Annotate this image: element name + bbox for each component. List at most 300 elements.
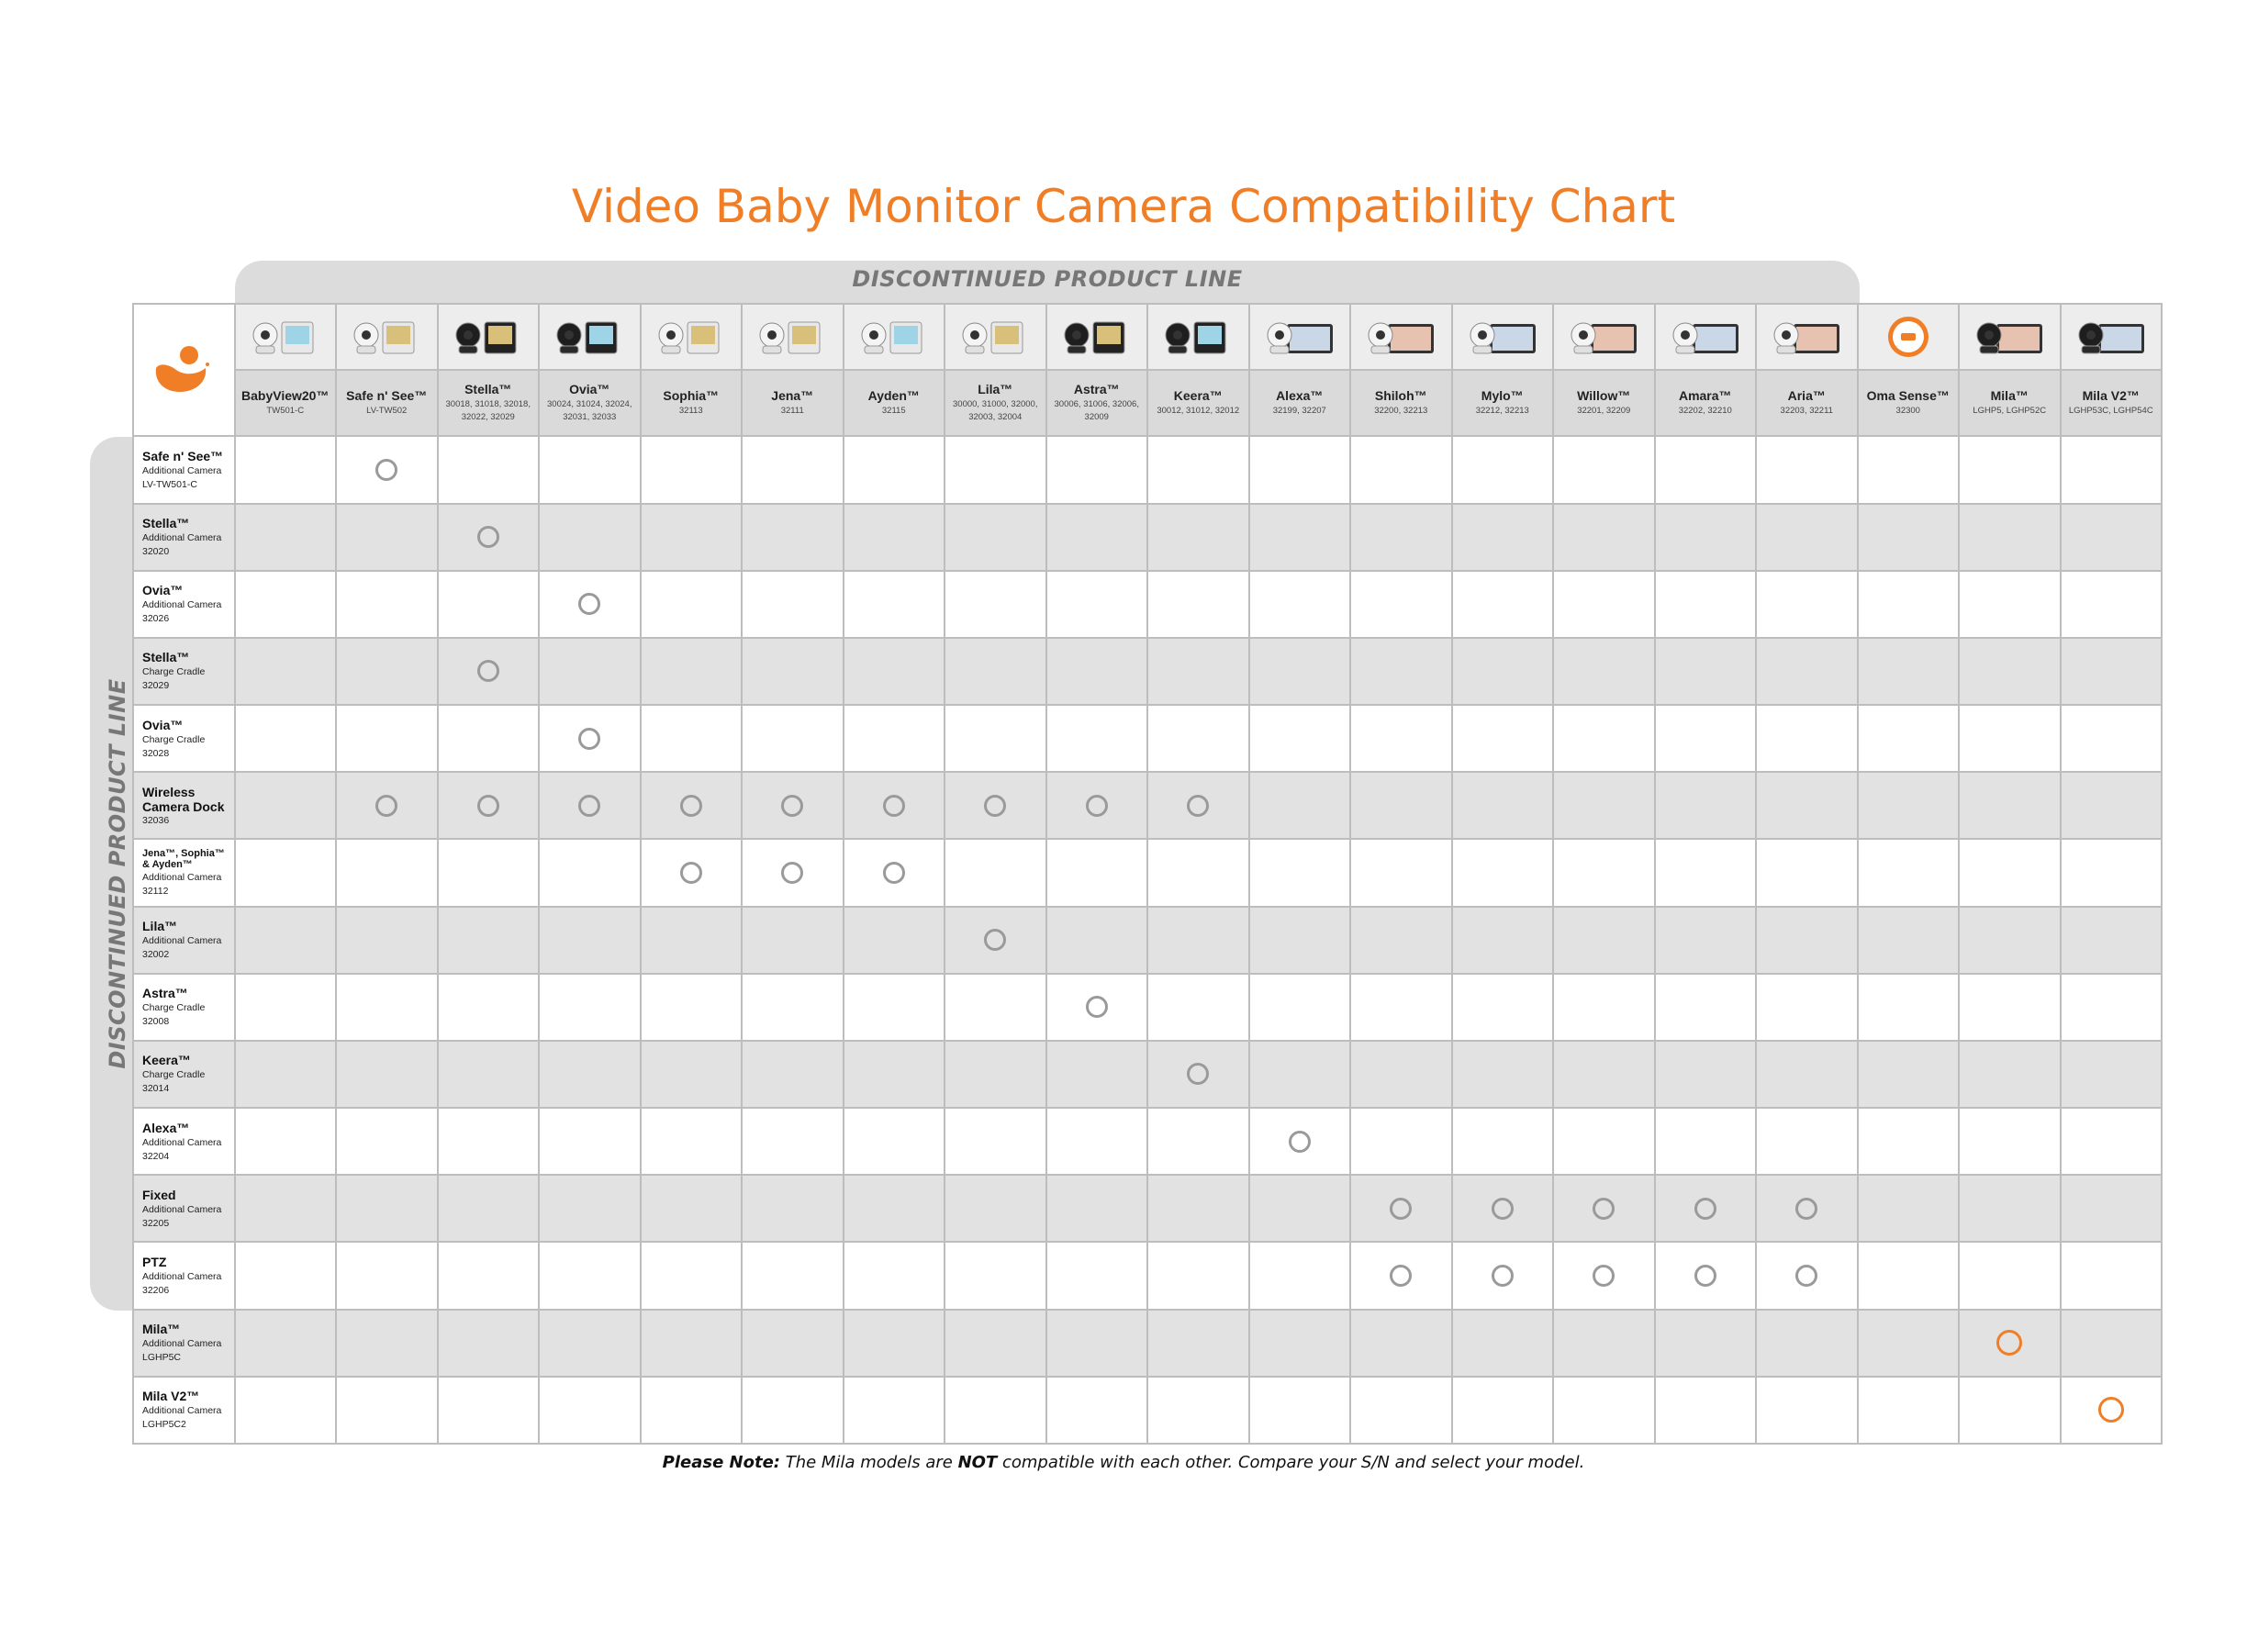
compatibility-cell	[336, 839, 438, 906]
compatibility-cell	[742, 504, 844, 571]
compatibility-cell	[1553, 436, 1655, 503]
accessory-name: Mila™	[142, 1322, 181, 1337]
accessory-row-header	[133, 1310, 235, 1377]
compatibility-cell	[742, 1377, 844, 1444]
compatibility-cell	[539, 907, 641, 974]
compatibility-cell	[438, 1041, 540, 1108]
compatibility-cell	[1655, 638, 1757, 705]
compatibility-cell	[1249, 571, 1351, 638]
compatibility-cell	[2061, 1377, 2163, 1444]
accessory-name: Stella™	[142, 516, 190, 531]
accessory-model-number: 32112	[142, 885, 169, 897]
accessory-row-header	[133, 772, 235, 839]
compatibility-cell	[1655, 571, 1757, 638]
compatibility-cell	[1959, 1377, 2061, 1444]
product-image-row	[133, 304, 2162, 370]
accessory-type: Charge Cradle	[142, 1069, 206, 1081]
compatibility-cell	[1249, 772, 1351, 839]
compatibility-cell	[1553, 571, 1655, 638]
compatibility-cell	[1756, 1242, 1858, 1309]
compatibility-cell	[539, 1108, 641, 1175]
compatibility-cell	[1249, 638, 1351, 705]
compatibility-cell	[1350, 1041, 1452, 1108]
compatibility-cell	[1655, 705, 1757, 772]
compatibility-cell	[742, 638, 844, 705]
compatibility-cell	[1350, 504, 1452, 571]
product-name: Safe n' See™	[346, 388, 428, 404]
accessory-type: Additional Camera	[142, 1405, 222, 1417]
compatibility-cell	[336, 638, 438, 705]
product-name: Oma Sense™	[1866, 388, 1950, 404]
product-image-icon	[1060, 311, 1134, 363]
compatibility-cell	[1249, 907, 1351, 974]
compatibility-cell	[235, 638, 337, 705]
compatibility-cell	[539, 571, 641, 638]
compatibility-cell	[1249, 1242, 1351, 1309]
compatibility-cell	[641, 772, 743, 839]
compatibility-cell	[539, 436, 641, 503]
compatibility-cell	[2061, 839, 2163, 906]
compatibility-cell	[1959, 638, 2061, 705]
compatible-marker-icon	[1593, 1265, 1615, 1287]
compatibility-cell	[1959, 1242, 2061, 1309]
compatibility-cell	[1147, 436, 1249, 503]
compatibility-cell	[1452, 1377, 1554, 1444]
product-column-header	[438, 370, 540, 436]
compatibility-cell	[1249, 1310, 1351, 1377]
compatibility-cell	[1046, 974, 1148, 1041]
note-text-part2: compatible with each other. Compare your S/N and select your model.	[997, 1453, 1585, 1472]
product-column-header	[539, 370, 641, 436]
compatibility-cell	[336, 1175, 438, 1242]
accessory-row	[133, 839, 2162, 906]
product-image-icon	[1263, 311, 1336, 363]
accessory-row	[133, 974, 2162, 1041]
compatible-marker-icon	[578, 728, 600, 750]
accessory-row	[133, 705, 2162, 772]
compatible-marker-icon	[781, 862, 803, 884]
accessory-name: Mila V2™	[142, 1389, 200, 1404]
product-image-icon	[553, 311, 626, 363]
compatibility-cell	[539, 705, 641, 772]
compatibility-cell	[1553, 772, 1655, 839]
compatibility-cell	[1452, 571, 1554, 638]
compatibility-cell	[1553, 1175, 1655, 1242]
product-image-cell	[1959, 304, 2061, 370]
accessory-model-number: 32026	[142, 613, 170, 625]
compatibility-cell	[235, 1377, 337, 1444]
accessory-row-header	[133, 1377, 235, 1444]
product-image-icon	[452, 311, 525, 363]
compatibility-cell	[539, 839, 641, 906]
compatibility-cell	[1046, 1041, 1148, 1108]
compatibility-cell	[1553, 1310, 1655, 1377]
compatibility-cell	[1046, 772, 1148, 839]
accessory-row-header	[133, 1108, 235, 1175]
product-column-header	[1756, 370, 1858, 436]
accessory-model-number: LGHP5C2	[142, 1419, 186, 1431]
compatible-marker-icon	[1593, 1198, 1615, 1220]
compatibility-cell	[2061, 705, 2163, 772]
compatibility-cell	[235, 907, 337, 974]
compatibility-cell	[1249, 705, 1351, 772]
compatibility-cell	[641, 974, 743, 1041]
compatible-marker-icon	[1492, 1198, 1514, 1220]
compatibility-cell	[539, 1242, 641, 1309]
product-name: Sophia™	[663, 388, 720, 404]
product-model-numbers: 32113	[678, 406, 703, 417]
compatibility-cell	[1147, 1041, 1249, 1108]
compatible-marker-icon	[1390, 1198, 1412, 1220]
compatibility-cell	[438, 436, 540, 503]
product-model-numbers: 30024, 31024, 32024, 32031, 32033	[547, 399, 632, 423]
product-model-numbers: 32212, 32213	[1475, 406, 1529, 417]
compatible-marker-icon	[477, 526, 499, 548]
compatibility-cell	[742, 974, 844, 1041]
compatibility-cell	[438, 705, 540, 772]
compatibility-cell	[438, 1377, 540, 1444]
compatible-marker-icon	[1694, 1198, 1716, 1220]
compatibility-cell	[1756, 772, 1858, 839]
compatibility-cell	[2061, 436, 2163, 503]
compatibility-cell	[336, 772, 438, 839]
compatibility-cell	[945, 1041, 1046, 1108]
accessory-row	[133, 1041, 2162, 1108]
compatibility-cell	[742, 1041, 844, 1108]
accessory-row	[133, 1377, 2162, 1444]
accessory-model-number: LGHP5C	[142, 1352, 182, 1364]
product-name: Ovia™	[569, 382, 610, 397]
compatibility-cell	[438, 839, 540, 906]
compatibility-cell	[1959, 907, 2061, 974]
compatibility-cell	[539, 1377, 641, 1444]
compatibility-cell	[1858, 907, 1960, 974]
accessory-row	[133, 638, 2162, 705]
product-model-numbers: 32202, 32210	[1678, 406, 1732, 417]
compatibility-cell	[1959, 504, 2061, 571]
compatibility-cell	[1350, 1242, 1452, 1309]
compatibility-cell	[1655, 1108, 1757, 1175]
accessory-type: Charge Cradle	[142, 666, 206, 678]
compatibility-cell	[945, 1175, 1046, 1242]
compatibility-cell	[438, 907, 540, 974]
compatibility-cell	[1858, 839, 1960, 906]
compatibility-cell	[438, 571, 540, 638]
product-column-header	[1553, 370, 1655, 436]
compatibility-cell	[1959, 1175, 2061, 1242]
product-name: Mylo™	[1481, 388, 1524, 404]
product-image-cell	[1452, 304, 1554, 370]
compatibility-cell	[1147, 504, 1249, 571]
accessory-name: Ovia™	[142, 717, 184, 732]
compatibility-cell	[1756, 907, 1858, 974]
accessory-name: Safe n' See™	[142, 448, 224, 463]
compatibility-cell	[1858, 974, 1960, 1041]
accessory-type: Additional Camera	[142, 935, 222, 947]
product-image-cell	[742, 304, 844, 370]
compatibility-cell	[1046, 436, 1148, 503]
compatibility-cell	[844, 504, 945, 571]
compatibility-cell	[945, 1310, 1046, 1377]
product-name: Aria™	[1787, 388, 1826, 404]
compatibility-cell	[1756, 571, 1858, 638]
compatibility-cell	[1858, 1041, 1960, 1108]
compatibility-cell	[1655, 772, 1757, 839]
compatibility-cell	[1249, 436, 1351, 503]
product-image-icon	[857, 311, 931, 363]
compatible-marker-icon	[477, 660, 499, 682]
compatibility-cell	[1452, 638, 1554, 705]
compatibility-cell	[336, 1377, 438, 1444]
accessory-row	[133, 436, 2162, 503]
product-image-cell	[336, 304, 438, 370]
product-name: Mila V2™	[2082, 388, 2140, 404]
product-model-numbers: 32203, 32211	[1780, 406, 1833, 417]
compatibility-cell	[1452, 436, 1554, 503]
compatibility-cell	[641, 839, 743, 906]
accessory-type: Additional Camera	[142, 871, 222, 883]
compatibility-cell	[2061, 638, 2163, 705]
compatibility-cell	[1046, 1108, 1148, 1175]
brand-logo-cell	[133, 304, 235, 436]
compatible-marker-icon	[578, 795, 600, 817]
accessory-model-number: 32028	[142, 747, 170, 759]
compatibility-cell	[1452, 504, 1554, 571]
compatibility-cell	[2061, 504, 2163, 571]
accessory-model-number: 32002	[142, 949, 170, 961]
product-name: Willow™	[1577, 388, 1631, 404]
accessory-model-number: 32020	[142, 546, 170, 558]
product-header-row	[133, 370, 2162, 436]
accessory-type: Additional Camera	[142, 599, 222, 611]
accessory-row	[133, 1175, 2162, 1242]
product-image-cell	[438, 304, 540, 370]
product-image-icon	[1567, 311, 1640, 363]
product-name: Jena™	[771, 388, 814, 404]
compatibility-cell	[1452, 1041, 1554, 1108]
compatibility-cell	[1655, 1242, 1757, 1309]
compatibility-cell	[1959, 436, 2061, 503]
compatibility-cell	[1046, 1310, 1148, 1377]
compatibility-cell	[1350, 1310, 1452, 1377]
product-column-header	[1959, 370, 2061, 436]
compatibility-cell	[1452, 1108, 1554, 1175]
product-column-header	[235, 370, 337, 436]
compatibility-cell	[1046, 571, 1148, 638]
compatibility-cell	[438, 1108, 540, 1175]
compatibility-cell	[336, 907, 438, 974]
compatibility-cell	[945, 638, 1046, 705]
accessory-row	[133, 504, 2162, 571]
product-model-numbers: 32201, 32209	[1577, 406, 1631, 417]
compatibility-cell	[1046, 1242, 1148, 1309]
compatibility-cell	[1553, 1041, 1655, 1108]
product-model-numbers: LGHP5, LGHP52C	[1973, 406, 2047, 417]
accessory-name: Keera™	[142, 1053, 191, 1068]
compatibility-cell	[1350, 638, 1452, 705]
product-name: BabyView20™	[241, 388, 330, 404]
compatibility-cell	[1452, 1175, 1554, 1242]
compatibility-cell	[742, 1310, 844, 1377]
compatibility-cell	[1553, 839, 1655, 906]
accessory-name: Jena™, Sophia™ & Ayden™	[142, 847, 225, 870]
product-name: Shiloh™	[1374, 388, 1427, 404]
compatible-marker-icon	[477, 795, 499, 817]
compatibility-cell	[1350, 705, 1452, 772]
compatible-marker-icon	[1390, 1265, 1412, 1287]
compatible-marker-icon	[1795, 1265, 1817, 1287]
product-model-numbers: 30000, 31000, 32000, 32003, 32004	[953, 399, 1038, 423]
compatibility-cell	[1655, 1310, 1757, 1377]
compatible-marker-icon	[1086, 795, 1108, 817]
compatibility-cell	[1147, 839, 1249, 906]
compatible-marker-icon	[1187, 1063, 1209, 1085]
discontinued-side-banner-label: DISCONTINUED PRODUCT LINE	[105, 678, 130, 1069]
accessory-row-header	[133, 504, 235, 571]
compatibility-cell	[1350, 1377, 1452, 1444]
compatibility-cell	[1858, 772, 1960, 839]
accessory-row	[133, 571, 2162, 638]
compatibility-cell	[641, 1310, 743, 1377]
compatibility-cell	[1553, 974, 1655, 1041]
compatibility-cell	[1858, 1242, 1960, 1309]
product-name: Mila™	[1990, 388, 2029, 404]
compatibility-cell	[742, 1108, 844, 1175]
compatibility-cell	[1756, 436, 1858, 503]
note-emphasis: NOT	[957, 1453, 998, 1472]
compatibility-cell	[1655, 1377, 1757, 1444]
compatibility-cell	[235, 1175, 337, 1242]
compatibility-cell	[539, 1041, 641, 1108]
compatibility-cell	[641, 504, 743, 571]
compatible-marker-icon	[1492, 1265, 1514, 1287]
compatible-marker-icon	[1694, 1265, 1716, 1287]
compatibility-cell	[235, 705, 337, 772]
accessory-row-header	[133, 705, 235, 772]
product-image-cell	[641, 304, 743, 370]
compatibility-cell	[945, 571, 1046, 638]
compatibility-cell	[1655, 839, 1757, 906]
compatibility-cell	[742, 1175, 844, 1242]
product-image-cell	[1756, 304, 1858, 370]
compatibility-cell	[1655, 1041, 1757, 1108]
compatibility-cell	[1756, 1175, 1858, 1242]
compatibility-cell	[1858, 1310, 1960, 1377]
compatibility-cell	[1046, 705, 1148, 772]
compatibility-cell	[1655, 974, 1757, 1041]
compatibility-cell	[1249, 1175, 1351, 1242]
compatibility-cell	[1350, 974, 1452, 1041]
accessory-row	[133, 1108, 2162, 1175]
product-image-cell	[2061, 304, 2163, 370]
compatibility-cell	[1147, 907, 1249, 974]
compatibility-cell	[1756, 1377, 1858, 1444]
compatibility-cell	[1959, 705, 2061, 772]
accessory-row-header	[133, 974, 235, 1041]
compatibility-cell	[1553, 504, 1655, 571]
compatibility-cell	[336, 436, 438, 503]
compatibility-cell	[1147, 705, 1249, 772]
compatibility-cell	[539, 504, 641, 571]
product-model-numbers: 32200, 32213	[1374, 406, 1428, 417]
compatibility-cell	[945, 1108, 1046, 1175]
product-image-icon	[1872, 311, 1945, 363]
product-column-header	[1858, 370, 1960, 436]
compatibility-cell	[235, 1242, 337, 1309]
compatibility-cell	[844, 571, 945, 638]
compatibility-cell	[1452, 1310, 1554, 1377]
compatible-marker-icon	[578, 593, 600, 615]
compatibility-cell	[1147, 638, 1249, 705]
compatibility-cell	[1046, 504, 1148, 571]
compatibility-cell	[742, 1242, 844, 1309]
page-title: Video Baby Monitor Camera Compatibility Chart	[571, 180, 1676, 233]
product-model-numbers: 30006, 31006, 32006, 32009	[1054, 399, 1139, 423]
product-column-header	[2061, 370, 2163, 436]
compatibility-cell	[2061, 1108, 2163, 1175]
compatibility-cell	[539, 638, 641, 705]
compatibility-cell	[2061, 571, 2163, 638]
discontinued-top-banner-label: DISCONTINUED PRODUCT LINE	[852, 266, 1243, 292]
product-model-numbers: 30012, 31012, 32012	[1157, 406, 1240, 417]
compatibility-cell	[844, 638, 945, 705]
compatibility-cell	[1858, 1377, 1960, 1444]
product-image-icon	[1466, 311, 1539, 363]
product-model-numbers: TW501-C	[266, 406, 305, 417]
compatibility-cell	[945, 974, 1046, 1041]
accessory-type: Additional Camera	[142, 1136, 222, 1148]
compatibility-cell	[844, 907, 945, 974]
product-model-numbers: 30018, 31018, 32018, 32022, 32029	[445, 399, 531, 423]
compatibility-cell	[1858, 571, 1960, 638]
compatibility-cell	[844, 1041, 945, 1108]
compatibility-cell	[336, 571, 438, 638]
compatibility-cell	[1858, 504, 1960, 571]
compatibility-cell	[1350, 839, 1452, 906]
compatibility-cell	[1858, 1108, 1960, 1175]
compatibility-cell	[844, 1242, 945, 1309]
compatibility-cell	[1756, 1108, 1858, 1175]
accessory-name: Stella™	[142, 650, 190, 665]
compatibility-cell	[1756, 705, 1858, 772]
compatibility-cell	[641, 436, 743, 503]
compatibility-cell	[844, 705, 945, 772]
compatibility-cell	[1350, 907, 1452, 974]
product-model-numbers: 32111	[780, 406, 804, 417]
compatibility-cell	[1452, 907, 1554, 974]
compatibility-cell	[438, 772, 540, 839]
product-column-header	[1350, 370, 1452, 436]
accessory-type: Additional Camera	[142, 1270, 222, 1282]
product-image-cell	[539, 304, 641, 370]
compatibility-cell	[1756, 638, 1858, 705]
compatibility-cell	[844, 1108, 945, 1175]
accessory-name: Alexa™	[142, 1120, 190, 1135]
compatibility-cell	[1756, 974, 1858, 1041]
accessory-model-number: 32014	[142, 1083, 170, 1095]
compatible-marker-icon	[984, 929, 1006, 951]
compatibility-cell	[945, 839, 1046, 906]
accessory-type: Additional Camera	[142, 1203, 222, 1215]
compatibility-cell	[235, 839, 337, 906]
compatibility-cell	[1553, 638, 1655, 705]
product-image-icon	[1161, 311, 1235, 363]
compatibility-cell	[844, 839, 945, 906]
accessory-model-number: 32008	[142, 1016, 170, 1028]
compatibility-cell	[641, 1041, 743, 1108]
product-name: Astra™	[1073, 382, 1120, 397]
accessory-type: Additional Camera	[142, 464, 222, 476]
